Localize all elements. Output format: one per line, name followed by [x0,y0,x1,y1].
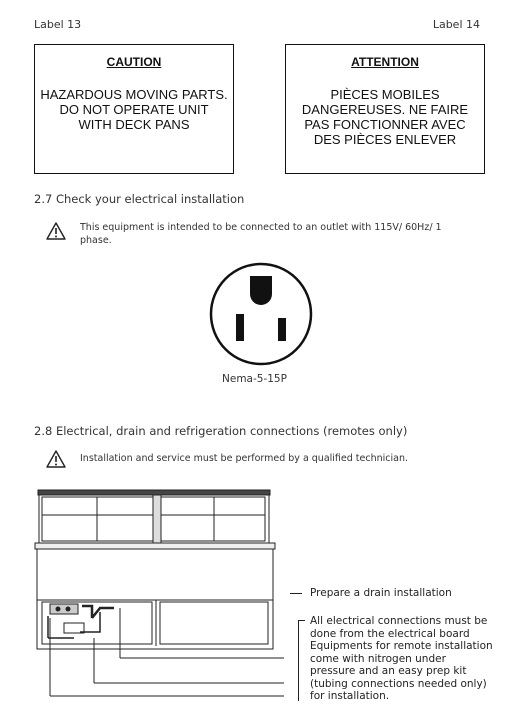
caution-line: HAZARDOUS MOVING PARTS. [40,87,228,102]
caution-body [35,87,233,132]
caution-line: WITH DECK PANS [78,117,190,132]
section-2-8-heading: 2.8 Electrical, drain and refrigeration connections (remotes only) [34,424,408,438]
callout-line: (tubing connections needed only) [310,677,487,690]
callout-line: come with nitrogen under [310,652,446,665]
attention-line: PIÈCES MOBILES [330,87,440,102]
attention-line: PAS FONCTIONNER AVEC [304,117,466,132]
note-line: This equipment is intended to be connected to an outlet with 115V/ 60Hz/ 1 [80,222,442,233]
callout-line: pressure and an easy prep kit [310,665,467,677]
nema-outlet-icon [209,262,313,366]
outlet-caption: Nema-5-15P [222,373,287,385]
section-2-7-heading: 2.7 Check your electrical installation [34,192,245,206]
callout-line: done from the electrical board [310,627,470,640]
section-2-7-note [80,221,490,247]
callout-electrical [310,615,506,703]
callout-drain: Prepare a drain installation [310,587,452,599]
caution-line: DO NOT OPERATE UNIT [59,102,209,117]
callout-line: for installation. [310,690,390,702]
caution-box [34,44,234,174]
label-14: Label 14 [432,18,480,31]
attention-box [285,44,485,174]
callout-line: Equipments for remote installation [310,640,493,652]
label-13: Label 13 [34,18,82,31]
section-2-8-note: Installation and service must be performed by a qualified technician. [80,453,409,464]
callout-line: All electrical connections must be [310,615,488,627]
display-case-diagram [34,488,284,700]
attention-title: ATTENTION [351,55,419,69]
warning-triangle-icon [46,450,66,468]
warning-triangle-icon [46,222,66,240]
callout-leader-electrical [298,620,305,701]
caution-title: CAUTION [106,55,162,69]
note-line: phase. [80,235,112,246]
callout-leader-drain [290,593,302,595]
attention-line: DANGEREUSES. NE FAIRE [301,102,469,117]
attention-line: DES PIÈCES ENLEVER [313,132,457,147]
attention-body [286,87,484,147]
